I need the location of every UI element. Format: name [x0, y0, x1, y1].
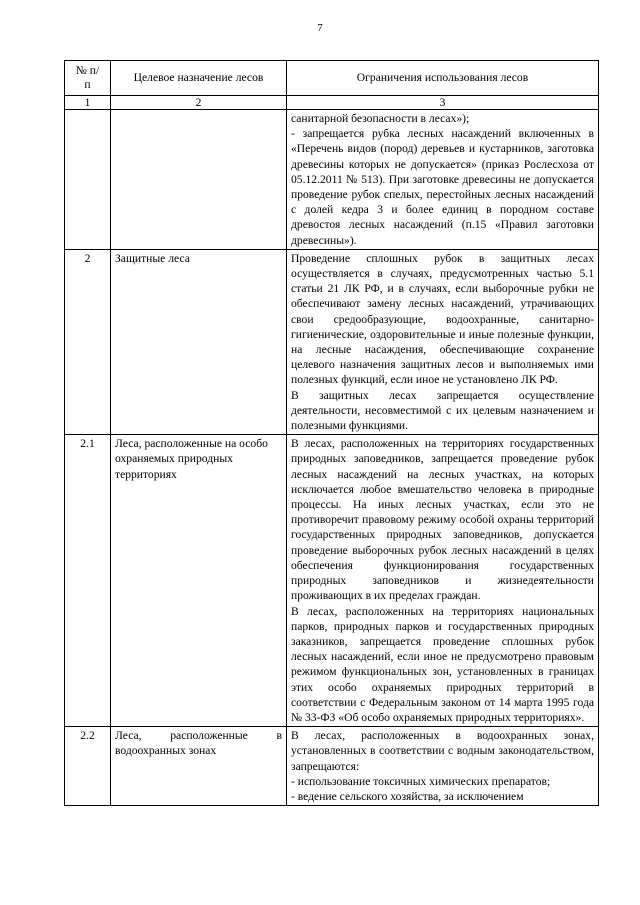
restriction-paragraph: - ведение сельского хозяйства, за исключением — [291, 789, 524, 803]
column-number: 2 — [111, 96, 287, 110]
restriction-paragraph: Проведение сплошных рубок в защитных лесах осуществляется в случаях, предусмотренных частью 5.1 статьи 21 ЛК РФ, и в случаях, если выборочные рубки не обеспечивают замену лесных насаждений, утрачивающих свои средообразующие, водоохранные, санитарно-гигиенические, оздоровительные и иные полезные функции, на лесные насаждения, обеспечивающие сохранение целевого назначения защитных лесов и выполняемых ими полезных функций, если иное не установлено ЛК РФ. — [291, 251, 594, 387]
header-num: № п/п — [65, 61, 111, 96]
restriction-paragraph: санитарной безопасности в лесах»); — [291, 112, 470, 125]
table-row — [65, 727, 599, 806]
restriction-paragraph: В защитных лесах запрещается осуществление деятельности, несовместимой с их целевым назначением и полезными функциями. — [291, 388, 594, 433]
restriction-paragraph: В лесах, расположенных в водоохранных зонах, установленных в соответствии с водным законодательством, запрещаются: — [291, 729, 594, 773]
row-restrictions — [287, 110, 599, 250]
table-row — [65, 110, 599, 250]
row-number: 2.1 — [65, 435, 111, 727]
row-restrictions — [287, 435, 599, 727]
header-restrictions: Ограничения использования лесов — [287, 61, 599, 96]
table-row — [65, 435, 599, 727]
row-number: 2.2 — [65, 727, 111, 806]
row-restrictions — [287, 727, 599, 806]
row-purpose: Защитные леса — [111, 249, 287, 434]
row-purpose: Леса, расположенные в водоохранных зонах — [111, 727, 287, 806]
page-number: 7 — [317, 22, 323, 34]
row-number: 2 — [65, 249, 111, 434]
table-header-row — [65, 61, 599, 96]
restriction-paragraph: В лесах, расположенных на территориях государственных природных заповедников, запрещается проведение рубок лесных насаждений на лесных участках, на которых исключается любое вмешательство человека в природные процессы. На иных лесных участках, если это не противоречит правовому режиму особой охраны территорий государственных природных заповедников, допускается проведение выборочных рубок лесных насаждений в целях обеспечения функционирования государственных природных заповедников и жизнедеятельности проживающих в их пределах граждан. — [291, 437, 594, 603]
header-purpose: Целевое назначение лесов — [111, 61, 287, 96]
table-row — [65, 249, 599, 434]
column-number: 1 — [65, 96, 111, 110]
restriction-paragraph: В лесах, расположенных на территориях национальных парков, природных парков и государственных природных заказников, запрещается проведение сплошных рубок лесных насаждений, если иное не предусмотрено правовым режимом функциональных зон, установленных в границах этих особо охраняемых природных территорий в соответствии с Федеральным законом от 14 марта 1995 года № 33-ФЗ «Об особо охраняемых природных территориях». — [291, 604, 594, 724]
forest-restrictions-table — [64, 60, 599, 806]
column-number-row — [65, 96, 599, 110]
row-number — [65, 110, 111, 250]
row-purpose — [111, 110, 287, 250]
row-purpose: Леса, расположенные на особо охраняемых природных территориях — [111, 435, 287, 727]
restriction-paragraph: - запрещается рубка лесных насаждений включенных в «Перечень видов (пород) деревьев и кустарников, заготовка древесины которых не допускается» (приказ Рослесхоза от 05.12.2011 № 513). При заготовке древесины не допускается проведение рубок спелых, перестойных лесных насаждений с долей кедра 3 и более единиц в породном составе древостоя лесных насаждений (п.15 «Правил заготовки древесины»). — [291, 127, 594, 247]
row-restrictions — [287, 249, 599, 434]
column-number: 3 — [287, 96, 599, 110]
restriction-paragraph: - использование токсичных химических препаратов; — [291, 774, 551, 788]
